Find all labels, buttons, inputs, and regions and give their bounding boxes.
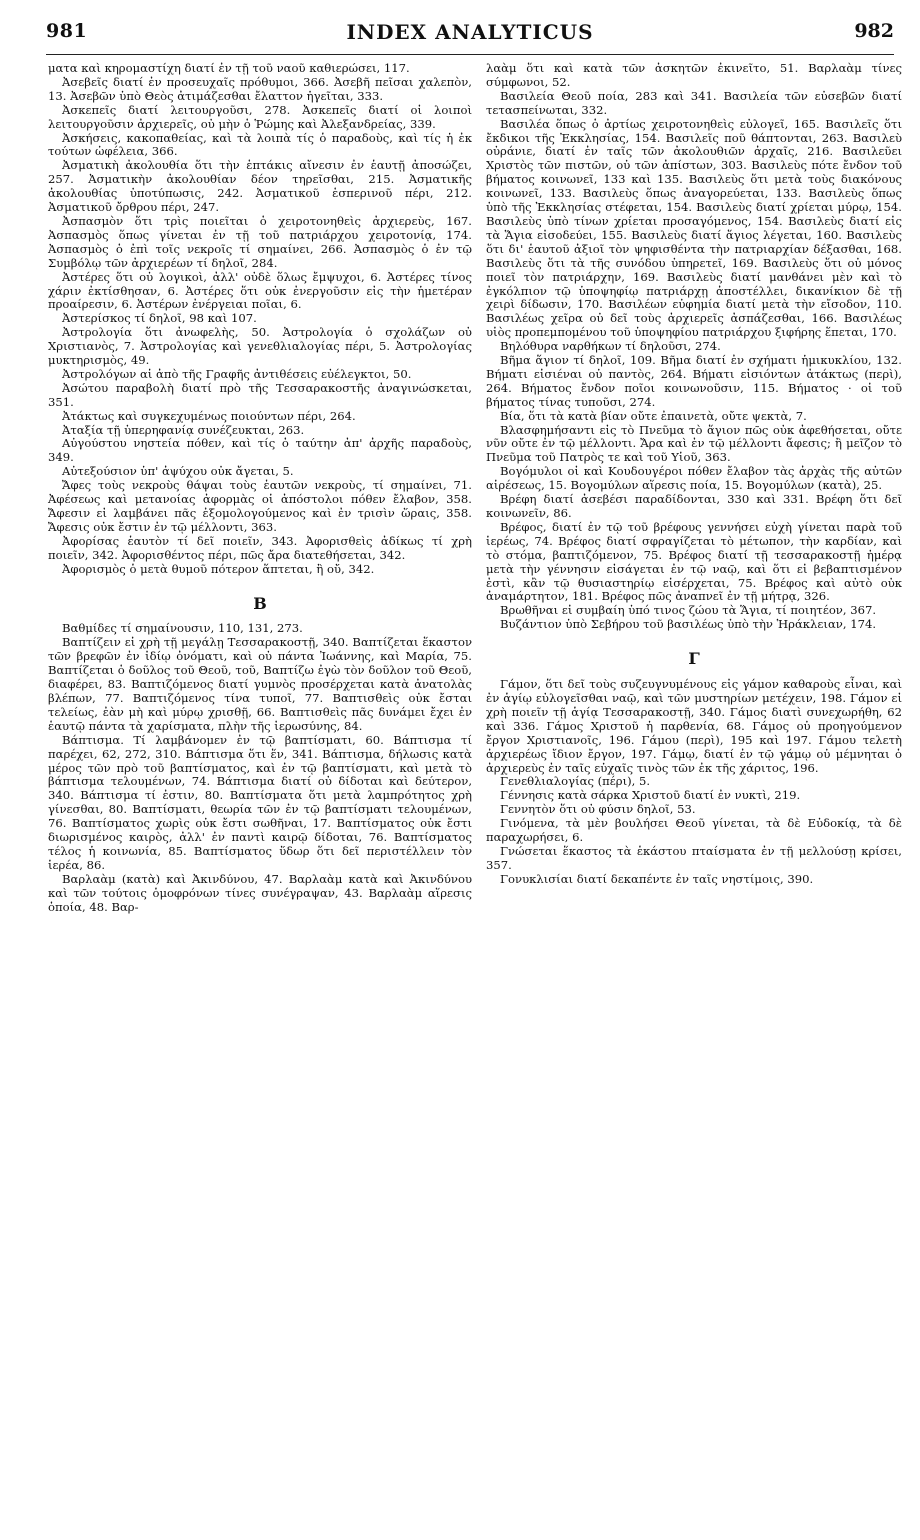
index-entry: ματα καὶ κηρομαστίχη διατί ἐν τῇ τοῦ ναοῦ καθιερώσει, 117. xyxy=(48,61,410,75)
index-entry: Γάμον, ὅτι δεῖ τοὺς συζευγνυμένους εἰς γάμον καθαροὺς εἶναι, καὶ ἐν ἁγίῳ εὐλογεῖσθαι ναῷ, καὶ τῶν μυστηρίων μετέχειν, 198. Γάμον εἰ χρὴ ποιεῖν τῇ ἁγίᾳ Τεσσαρακοστῇ, 340. Γάμος διατὶ συνεχωρήθη, 62 καὶ 336. Γάμος Χριστοῦ ἡ παρθενία, 68. Γάμος οὐ προηγούμενον ἔργον Χριστιανοῖς, 196. Γάμου (περὶ), 195 καὶ 197. Γάμου τελετὴ ἀρχιερέως ἴδιον ἔργον, 197. Γάμῳ, διατί ἐν τῷ γάμῳ οὐ μέμνηται ὁ ἀρχιερεὺς ἐν ταῖς εὐχαῖς τινὸς τῶν ἐκ τῆς χάριτος, 196. xyxy=(486,677,902,775)
index-entry: Βρωθῆναι εἰ συμβαίη ὑπό τινος ζώου τὰ Ἅγια, τί ποιητέον, 367. xyxy=(500,603,877,618)
index-entry: Βασιλεία Θεοῦ ποία, 283 καὶ 341. Βασιλεία τῶν εὐσεβῶν διατί τετασπείνωται, 332. xyxy=(486,88,902,117)
right-page-number: 982 xyxy=(854,20,894,42)
index-entry: Ἀφορισμὸς ὁ μετὰ θυμοῦ πότερον ἅπτεται, ἢ οὔ, 342. xyxy=(62,561,375,576)
index-entry: Βασιλέα ὅπως ὁ ἀρτίως χειροτονηθεὶς εὐλογεῖ, 165. Βασιλεῖς ὅτι ἔκδικοι τῆς Ἐκκλησίας, 154. Βασιλεῖς ποῦ θάπτονται, 263. Βασιλεὺ οὐράνιε, διατί ἐν ταῖς τῶν ἀκολουθιῶν ἀρχαῖς, 216. Βασιλεῦει Χριστὸς τῶν πιστῶν, οὐ τῶν ἀπίστων, 303. Βασιλεὺς πότε ἔνδον τοῦ βήματος κοινωνεῖ, 133 καὶ 135. Βασιλεὺς ὅτι μετὰ τοὺς διακόνους κοινωνεῖ, 133. Βασιλεὺς ὅπως ἀναγορεύεται, 133. Βασιλεὺς ὅπως ὑπὸ τῆς Ἐκκλησίας στέφεται, 154. Βασιλεὺς διατί χρίεται μύρῳ, 154. Βασιλεὺς ὑπὸ τίνων χρίεται προσαγόμενος, 154. Βασιλεὺς διατί εἰς τὰ Ἅγια εἰσοδεύει, 155. Βασιλεὺς διατί ἅγιος λέγεται, 160. Βασιλεὺς ὅτι δι' ἑαυτοῦ ἀξιοῖ τὸν ψηφισθέντα τὴν πατριαρχίαν δέξασθαι, 168. Βασιλεὺς ὅτι τὰ τῆς συνόδου ὑπηρετεῖ, 169. Βασιλεὺς ὅτι οὐ μόνος ποιεῖ τὸν πατριάρχην, 169. Βασιλεὺς διατί μανθάνει μὲν καὶ τὸ ἐγκόλπιον τῷ ὑποψηφίῳ πατριάρχῃ ἀποστέλλει, δικανίκιον δὲ τῇ χειρὶ δίδωσιν, 170. Βασιλέων εὐφημία διατί μετὰ τὴν εἴσοδον, 110. Βασιλέως χεῖρα οὐ δεῖ τοὺς ἀρχιερεῖς ἀσπάζεσθαι, 166. Βασιλέως υἱὸς προπεμπομένου τοῦ ὑποψηφίου πατριάρχου ξιφήρης ἕπεται, 170. xyxy=(486,116,902,340)
section-letter-beta: B xyxy=(253,593,267,613)
index-entry: Ἀστρολογία ὅτι ἀνωφελὴς, 50. Ἀστρολογία ὁ σχολάζων οὐ Χριστιανὸς, 7. Ἀστρολογίας καὶ γενεθλιαλογίας πέρι, 5. Ἀστρολογίας μυκτηρισμὸς, 49. xyxy=(48,325,472,368)
index-entry: Γονυκλισίαι διατί δεκαπέντε ἐν ταῖς νηστίμοις, 390. xyxy=(500,871,814,886)
index-entry: Ἀστρολόγων αἱ ἀπὸ τῆς Γραφῆς ἀντιθέσεις εὐέλεγκτοι, 50. xyxy=(62,366,412,381)
index-entry: Βῆμα ἅγιον τί δηλοῖ, 109. Βῆμα διατί ἐν σχήματι ἡμικυκλίου, 132. Βήματι εἰσιέναι οὐ παντὸς, 264. Βήματι εἰσιόντων ἀτάκτως (περὶ), 264. Βήματος ἔνδον ποῖοι κοινωνοῦσιν, 115. Βήματος · οἱ τοῦ βήματος τίνας τυποῦσι, 274. xyxy=(486,353,902,409)
index-entry: Βαθμίδες τί σημαίνουσιν, 110, 131, 273. xyxy=(62,621,303,636)
index-entry: Αὐτεξούσιον ὑπ' ἀψύχου οὐκ ἄγεται, 5. xyxy=(62,464,294,479)
index-entry: Ἄφες τοὺς νεκροὺς θάψαι τοὺς ἑαυτῶν νεκροὺς, τί σημαίνει, 71. Ἀφέσεως καὶ μετανοίας ἀφορμὰς οἱ ἀπόστολοι πόθεν ἔλαβον, 358. Ἄφεσιν εἰ λαμβάνει πᾶς ἐξομολογούμενος καὶ ἐν τρισὶν ὥραις, 358. Ἄφεσις οὐκ ἔστιν ἐν τῷ μέλλοντι, 363. xyxy=(48,478,472,534)
index-entry: Βηλόθυρα ναρθήκων τί δηλοῦσι, 274. xyxy=(500,339,721,354)
index-entry: Ἀσκεπεῖς διατί λειτουργοῦσι, 278. Ἀσκεπεῖς διατί οἱ λοιποὶ λειτουργοῦσιν ἀρχιερεῖς, οὐ μὴν ὁ Ῥώμης καὶ Ἀλεξανδρείας, 339. xyxy=(48,102,472,131)
index-entry: Βλασφημήσαντι εἰς τὸ Πνεῦμα τὸ ἅγιον πῶς οὐκ ἀφεθήσεται, οὔτε νῦν οὔτε ἐν τῷ μέλλοντι. Ἄρα καὶ ἐν τῷ μέλλοντι ἄφεσις; ἢ μεῖζον τὸ Πνεῦμα τοῦ Πατρὸς τε καὶ τοῦ Υἱοῦ, 363. xyxy=(486,422,902,465)
index-entry: Βρέφη διατί ἀσεβέσι παραδίδονται, 330 καὶ 331. Βρέφη ὅτι δεῖ κοινωνεῖν, 86. xyxy=(486,492,902,520)
left-page-number: 981 xyxy=(46,20,88,42)
index-entry: Γενεθλιαλογίας (πέρι), 5. xyxy=(500,774,651,789)
index-entry: Γινόμενα, τὰ μὲν βουλήσει Θεοῦ γίνεται, τὰ δὲ Εὐδοκίᾳ, τὰ δὲ παραχωρήσει, 6. xyxy=(486,816,902,845)
index-entry: Ἀταξία τῇ ὑπερηφανίᾳ συνέζευκται, 263. xyxy=(62,422,305,437)
index-entry: Βαρλαὰμ (κατὰ) καὶ Ἀκινδύνου, 47. Βαρλαὰμ κατὰ καὶ Ἀκινδύνου καὶ τῶν τούτοις ὁμοφρόνων τίνες συνέγραψαν, 43. Βαρλαὰμ αἵρεσις ὁποία, 48. Βαρ- xyxy=(48,871,472,914)
index-entry: Γέννησις κατὰ σάρκα Χριστοῦ διατί ἐν νυκτὶ, 219. xyxy=(500,788,801,803)
index-entry: Ἀστερίσκος τί δηλοῖ, 98 καὶ 107. xyxy=(62,311,257,326)
index-entry: Ἀτάκτως καὶ συγκεχυμένως ποιούντων πέρι, 264. xyxy=(62,408,356,423)
index-entry: Βάπτισμα. Τί λαμβάνομεν ἐν τῷ βαπτίσματι, 60. Βάπτισμα τί παρέχει, 62, 272, 310. Βάπτισμα ὅτι ἕν, 341. Βάπτισμα, δήλωσις κατὰ μέρος τῶν πρὸ τοῦ βαπτίσματος, καὶ ἐν τῷ βαπτίσματι, καὶ μετὰ τὸ βάπτισμα τελουμένων, 74. Βάπτισμα διατί οὐ δίδοται καὶ δεύτερον, 340. Βάπτισμα τί ἐστιν, 80. Βαπτίσματα ὅτι μετὰ λαμπρότητος χρὴ γίνεσθαι, 80. Βαπτίσματι, θεωρία τῶν ἐν τῷ βαπτίσματι τελουμένων, 76. Βαπτίσματος χωρὶς οὐκ ἔστι σωθῆναι, 17. Βαπτίσματος οὐκ ἔστι διωρισμένος καιρὸς, ἀλλ' ἐν παντὶ καιρῷ δίδοται, 76. Βαπτίσματος τέλος ἡ κοινωνία, 85. Βαπτίσματος ὕδωρ ὅτι δεῖ περιστέλλειν τὸν ἱερέα, 86. xyxy=(48,732,472,872)
index-entry: Ἀσεβεῖς διατί ἐν προσευχαῖς πρόθυμοι, 366. Ἀσεβῆ πεῖσαι χαλεπὸν, 13. Ἀσεβῶν ὑπὸ Θεὸς ἀτιμάζεσθαι ἔλαττον ἡγεῖται, 333. xyxy=(48,74,472,103)
index-entry: Ἀσματικὴ ἀκολουθία ὅτι τὴν ἑπτάκις αἴνεσιν ἐν ἑαυτῇ ἀποσώζει, 257. Ἀσματικὴν ἀκολουθίαν δέον τηρεῖσθαι, 215. Ἀσματικῆς ἀκολουθίας ὑποτύπωσις, 242. Ἀσματικοῦ ἑσπερινοῦ πέρι, 212. Ἀσματικοῦ ὄρθρου πέρι, 247. xyxy=(48,158,472,215)
section-letter-gamma: Γ xyxy=(688,649,700,669)
header-rule xyxy=(46,54,894,55)
index-entry: Αὐγούστου νηστεία πόθεν, καὶ τίς ὁ ταύτην ἀπ' ἀρχῆς παραδοὺς, 349. xyxy=(48,436,472,465)
index-entry: Βυζάντιον ὑπὸ Σεβήρου τοῦ βασιλέως ὑπὸ τὴν Ἡράκλειαν, 174. xyxy=(500,617,877,632)
index-entry: Ἀσκήσεις, κακοπαθείας, καὶ τὰ λοιπὰ τίς ὁ παραδοὺς, καὶ τίς ἡ ἐκ τούτων ὠφέλεια, 366. xyxy=(48,130,472,159)
running-header xyxy=(46,14,894,54)
index-entry: Βρέφος, διατί ἐν τῷ τοῦ βρέφους γεννήσει εὐχὴ γίνεται παρὰ τοῦ ἱερέως, 74. Βρέφος διατί σφραγίζεται τὸ μέτωπον, τὴν καρδίαν, καὶ τὸ στόμα, βαπτιζόμενον, 75. Βρέφος διατί τῇ τεσσαρακοστῇ ἡμέρᾳ μετὰ τὴν γέννησιν εἰσάγεται ἐν τῷ ναῷ, καὶ ὅτι εἰ βεβαπτισμένον ἐστὶ, κἂν τῷ θυσιαστηρίῳ εἰσέρχεται, 75. Βρέφος καὶ αὐτὸ οὐκ ἀναμάρτητον, 181. Βρέφος πῶς ἀναπνεῖ ἐν τῇ μήτρᾳ, 326. xyxy=(486,519,902,604)
index-entry: Ἀσπασμὸν ὅτι τρὶς ποιεῖται ὁ χειροτονηθεὶς ἀρχιερεὺς, 167. Ἀσπασμὸς ὅπως γίνεται ἐν τῇ τοῦ πατριάρχου χειροτονίᾳ, 174. Ἀσπασμὸς ὁ ἐπὶ τοῖς νεκροῖς τί σημαίνει, 266. Ἀσπασμὸς ὁ ἐν τῷ Συμβόλῳ τῶν ἀρχιερέων τί δηλοῖ, 284. xyxy=(48,213,472,270)
index-entry: Ἀφορίσας ἑαυτὸν τί δεῖ ποιεῖν, 343. Ἀφορισθεὶς ἀδίκως τί χρὴ ποιεῖν, 342. Ἀφορισθέντος πέρι, πῶς ἄρα διατεθήσεται, 342. xyxy=(48,533,472,562)
index-entry: λαὰμ ὅτι καὶ κατὰ τῶν ἀσκητῶν ἐκινεῖτο, 51. Βαρλαὰμ τίνες σύμφωνοι, 52. xyxy=(486,61,902,89)
index-entry: Βαπτίζειν εἰ χρὴ τῇ μεγάλῃ Τεσσαρακοστῇ, 340. Βαπτίζεται ἕκαστον τῶν βρεφῶν ἐν ἰδίῳ ὀνόματι, καὶ οὐ πάντα Ἰωάννης, καὶ Μαρία, 75. Βαπτίζεται ὁ δοῦλος τοῦ Θεοῦ, τοῦ, Βαπτίζω ἐγὼ τὸν δοῦλον τοῦ Θεοῦ, διαφέρει, 83. Βαπτιζόμενος διατί γυμνὸς προσέρχεται κατὰ ἀνατολὰς βλέπων, 77. Βαπτιζόμενος τίνα τυποῖ, 77. Βαπτισθεὶς οὐκ ἔσται τελείως, ἐὰν μὴ καὶ μύρῳ χρισθῇ, 66. Βαπτισθεὶς πᾶς δυνάμει ἔχει ἐν ἑαυτῷ πάντα τὰ χαρίσματα, πλὴν τῆς ἱερωσύνης, 84. xyxy=(48,635,472,733)
index-entry: Ἀστέρες ὅτι οὐ λογικοὶ, ἀλλ' οὐδὲ ὅλως ἔμψυχοι, 6. Ἀστέρες τίνος χάριν ἐκτίσθησαν, 6. Ἀστέρες ὅτι οὐκ ἐνεργοῦσιν εἰς τὴν ἡμετέραν προαίρεσιν, 6. Ἀστέρων ἐνέργειαι ποῖαι, 6. xyxy=(48,269,472,312)
running-title: INDEX ANALYTICUS xyxy=(346,20,594,44)
right-column xyxy=(486,62,902,887)
index-entry: Γνώσεται ἕκαστος τὰ ἑκάστου πταίσματα ἐν τῇ μελλούσῃ κρίσει, 357. xyxy=(486,843,902,872)
left-column xyxy=(48,62,472,914)
index-entry: Ἀσώτου παραβολὴ διατί πρὸ τῆς Τεσσαρακοστῆς ἀναγινώσκεται, 351. xyxy=(48,380,472,409)
index-entry: Βογόμυλοι οἱ καὶ Κουδουγέροι πόθεν ἔλαβον τὰς ἀρχὰς τῆς αὐτῶν αἱρέσεως, 15. Βογομύλων αἵρεσις ποία, 15. Βογομύλων (κατὰ), 25. xyxy=(486,464,902,493)
index-entry: Βία, ὅτι τὰ κατὰ βίαν οὔτε ἐπαινετὰ, οὔτε ψεκτὰ, 7. xyxy=(500,408,807,423)
index-entry: Γεννητὸν ὅτι οὐ φύσιν δηλοῖ, 53. xyxy=(500,802,696,817)
